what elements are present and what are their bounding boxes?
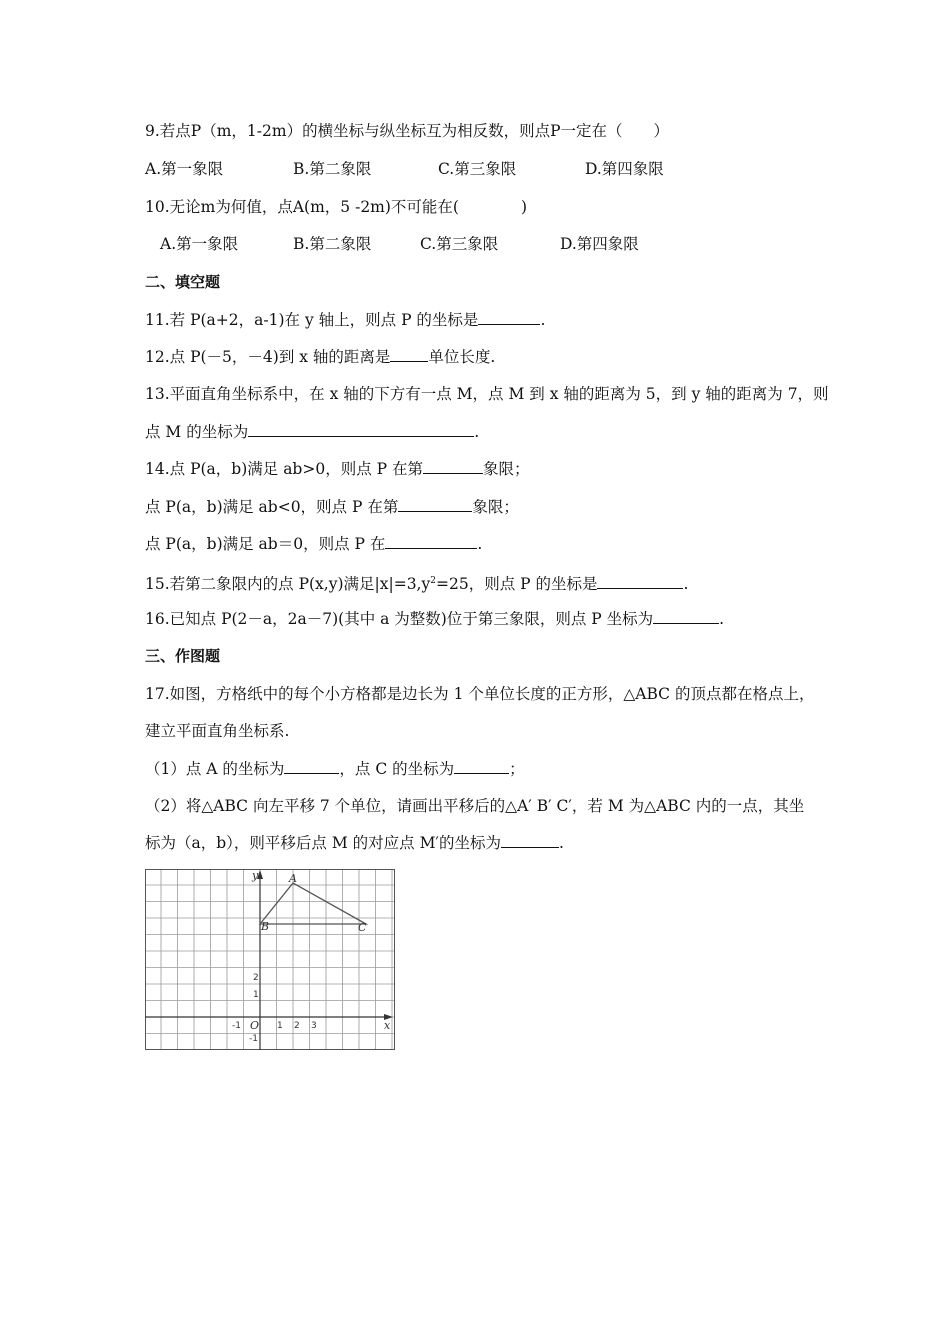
answer-blank[interactable]: [597, 574, 683, 589]
question-13-line1: 13.平面直角坐标系中，在 x 轴的下方有一点 M，点 M 到 x 轴的距离为 5，到 y 轴的距离为 7，则: [145, 385, 829, 403]
x-tick-neg1: -1: [232, 1021, 241, 1031]
answer-blank[interactable]: [454, 759, 509, 774]
section-fill-in-heading: 二、填空题: [145, 273, 221, 291]
q10-option-a: A.第一象限: [160, 235, 239, 253]
q17p2-end: .: [558, 834, 564, 852]
q11-text: 11.若 P(a+2，a-1)在 y 轴上，则点 P 的坐标是: [145, 311, 479, 329]
question-9: 9.若点P（m，1-2m）的横坐标与纵坐标互为相反数，则点P一定在（ ）: [145, 122, 670, 140]
q15-text-2: =25，则点 P 的坐标是: [435, 575, 598, 594]
answer-blank[interactable]: [653, 609, 719, 624]
answer-blank[interactable]: [501, 833, 559, 848]
q14b-end: 象限；: [472, 498, 519, 516]
grid-border: [146, 870, 395, 1050]
q9-option-c: C.第三象限: [438, 160, 517, 178]
q12-end: 单位长度.: [428, 348, 496, 366]
answer-blank[interactable]: [423, 459, 483, 474]
q14b-text: 点 P(a，b)满足 ab<0，则点 P 在第: [145, 498, 399, 516]
question-15: [145, 571, 688, 594]
x-tick-2: 2: [294, 1021, 300, 1031]
q12-text: 12.点 P(－5，－4)到 x 轴的距离是: [145, 348, 391, 366]
q14c-end: .: [477, 535, 483, 553]
question-14-c: [145, 534, 482, 554]
q14c-text: 点 P(a，b)满足 ab＝0，则点 P 在: [145, 535, 386, 553]
answer-blank[interactable]: [398, 497, 472, 512]
q17p2-text: 标为（a，b），则平移后点 M 的对应点 M′的坐标为: [145, 834, 501, 852]
question-16: [145, 609, 724, 629]
q16-text: 16.已知点 P(2－a，2a－7)(其中 a 为整数)位于第三象限，则点 P 坐标为: [145, 610, 654, 628]
question-13-line2: [145, 422, 479, 442]
q15-end: .: [683, 575, 689, 594]
q10-option-b: B.第二象限: [293, 235, 372, 253]
question-17-part2-line1: （2）将△ABC 向左平移 7 个单位，请画出平移后的△A′ B′ C′，若 M 为△ABC 内的一点，其坐: [145, 797, 805, 815]
q14a-text: 14.点 P(a，b)满足 ab>0，则点 P 在第: [145, 460, 423, 478]
q14a-end: 象限；: [483, 460, 530, 478]
vertex-a-label: A: [289, 872, 297, 885]
x-tick-1: 1: [277, 1021, 283, 1031]
q10-option-c: C.第三象限: [420, 235, 499, 253]
answer-blank[interactable]: [385, 534, 477, 549]
q9-option-d: D.第四象限: [585, 160, 664, 178]
y-axis-label: y: [252, 869, 259, 882]
x-tick-3: 3: [311, 1021, 317, 1031]
vertex-c-label: C: [358, 921, 367, 934]
y-tick-neg1: -1: [249, 1034, 258, 1044]
q15-superscript: 2: [430, 576, 436, 586]
question-12: [145, 347, 495, 367]
question-17-part1: [145, 759, 525, 779]
q17p1-text: （1）点 A 的坐标为: [145, 760, 285, 778]
answer-blank[interactable]: [390, 347, 428, 362]
grid-lines: [145, 869, 395, 1050]
answer-blank[interactable]: [284, 759, 339, 774]
question-14-b: [145, 497, 519, 517]
answer-blank[interactable]: [248, 422, 474, 437]
x-axis-label: x: [384, 1019, 391, 1032]
q9-option-a: A.第一象限: [145, 160, 224, 178]
question-14-a: [145, 459, 530, 479]
question-10: 10.无论m为何值，点A(m，5 -2m)不可能在( ): [145, 198, 528, 216]
origin-label: O: [250, 1019, 260, 1032]
question-17-part2-line2: [145, 833, 564, 853]
answer-blank[interactable]: [478, 310, 540, 325]
question-11: [145, 310, 545, 330]
question-17-line1: 17.如图，方格纸中的每个小方格都是边长为 1 个单位长度的正方形，△ABC 的顶点都在格点上，: [145, 685, 815, 703]
q16-end: .: [719, 610, 725, 628]
y-tick-1: 1: [253, 990, 259, 1000]
q13-text: 点 M 的坐标为: [145, 423, 249, 441]
q11-end: .: [540, 311, 546, 329]
coordinate-grid-figure: [145, 869, 395, 1050]
section-drawing-heading: 三、作图题: [145, 647, 221, 665]
q17p1-text-2: ，点 C 的坐标为: [339, 760, 455, 778]
vertex-b-label: B: [261, 920, 270, 933]
q15-text: 15.若第二象限内的点 P(x,y)满足|x|=3,y: [145, 575, 431, 594]
q10-option-d: D.第四象限: [560, 235, 639, 253]
q13-end: .: [474, 423, 480, 441]
question-17-line2: 建立平面直角坐标系.: [145, 722, 290, 740]
q9-option-b: B.第二象限: [293, 160, 372, 178]
y-tick-2: 2: [253, 973, 259, 983]
q17p1-end: ；: [509, 760, 525, 778]
